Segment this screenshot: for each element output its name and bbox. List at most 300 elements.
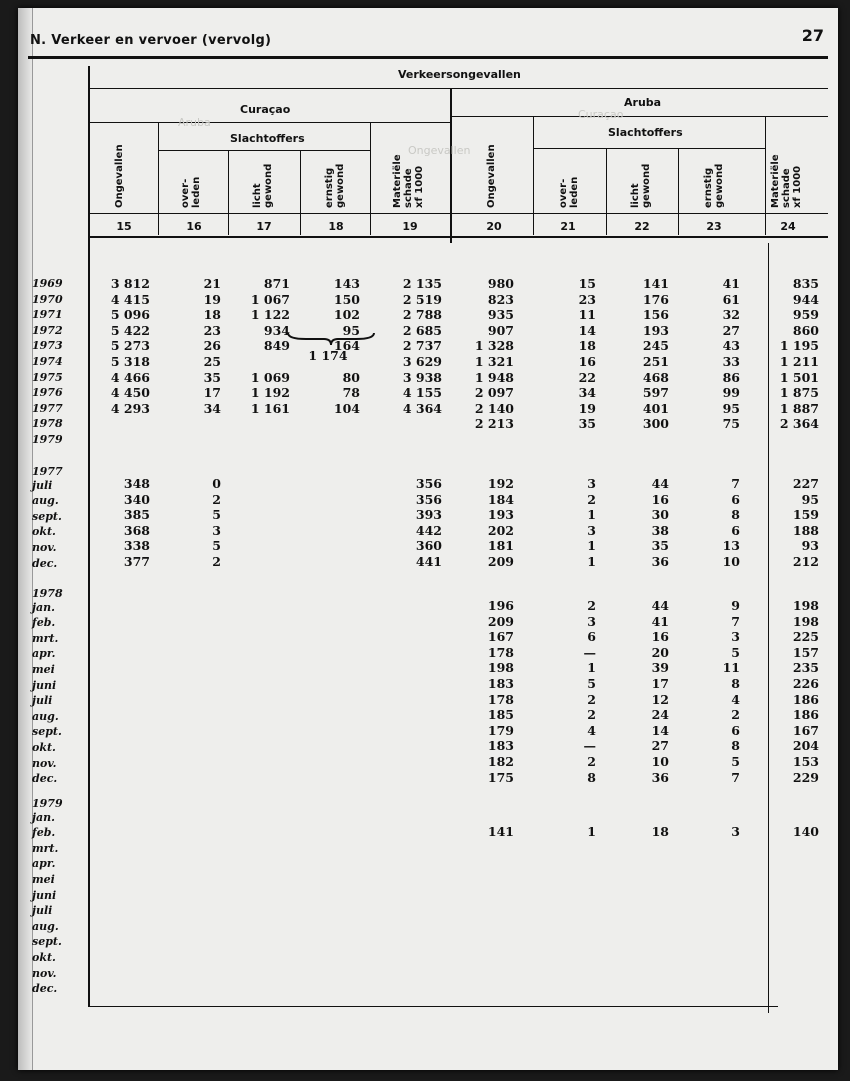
year-label: 1973 [32,339,63,353]
month-1978-cell: 183 [487,676,514,691]
month-1977-cell: 36 [651,554,669,569]
month-1978-cell: 2 [731,707,740,723]
merged-value-1974: 1 174 [308,348,348,363]
month-1978-cell: 44 [651,598,669,613]
month-1977-cell: 340 [123,491,150,507]
month-1977-cell: 193 [487,507,514,523]
col-sep [158,123,159,235]
annual-cell: 95 [342,322,360,338]
month-1978-cell: 16 [651,629,669,645]
header-overleden-curacao: over- leden [180,176,202,208]
month-1978-cell: 11 [722,660,740,676]
month-1978-cell: 6 [587,629,596,645]
annual-cell: 34 [203,400,221,416]
page-number: 27 [801,26,824,45]
header-ernstig-curacao: ernstig gewond [324,163,346,208]
header-ongevallen-curacao: Ongevallen [114,144,125,208]
col-number: 22 [634,220,650,233]
table-left-border [88,66,90,1006]
month-1978-cell: 20 [651,644,669,660]
month-1977-cell: 442 [415,522,442,538]
header-licht-curacao: licht gewond [252,163,274,208]
annual-cell: 18 [203,307,221,323]
month-1977-cell: 95 [801,491,819,507]
month-1977-cell: 356 [415,476,442,491]
header-schade-aruba: Materiële schade xf 1000 [770,154,803,208]
month-label: juli [32,904,53,918]
month-1978-cell: 226 [792,676,819,691]
month-1978-cell: 7 [731,769,740,785]
month-1977-cell: 338 [123,538,150,554]
show-through: Aruba [178,116,211,129]
month-1979-cell: 3 [731,824,740,839]
month-1978-cell: 178 [487,691,514,707]
month-label: apr. [32,647,56,661]
annual-cell: 25 [203,354,221,369]
annual-cell: 4 415 [110,291,150,307]
month-1978-cell: 182 [487,754,514,769]
annual-cell: 35 [203,369,221,385]
year-label: 1976 [32,386,63,400]
header-curacao: Curaçao [240,103,291,116]
annual-cell: 935 [487,307,514,323]
annual-cell: 1 069 [250,369,290,385]
month-1977-cell: 360 [415,538,442,554]
annual-cell: 1 192 [250,385,290,401]
annual-cell: 1 328 [474,338,514,354]
annual-cell: 5 096 [110,307,150,323]
annual-cell: 1 321 [474,354,514,369]
annual-cell: 61 [722,291,740,307]
header-verkeersongevallen: Verkeersongevallen [398,68,521,81]
month-1978-cell: 225 [792,629,819,645]
month-1977-cell: 377 [123,554,150,569]
month-label: mei [32,663,55,676]
annual-cell: 143 [333,276,360,291]
month-1978-cell: 8 [731,676,740,691]
show-through: Curaçao [578,108,624,121]
month-1978-cell: 186 [792,691,819,707]
month-1978-cell: 5 [731,644,740,660]
annual-cell: 959 [792,307,819,323]
col-number: 24 [780,220,796,233]
month-1978-cell: 1 [587,660,596,676]
annual-cell: 871 [263,276,290,291]
annual-cell: 4 466 [110,369,150,385]
month-1978-cell: 4 [731,691,740,707]
annual-cell: 17 [203,385,221,401]
col-number: 20 [486,220,502,233]
month-1977-cell: 7 [731,476,740,491]
month-1978-cell: 4 [587,722,596,738]
annual-cell: 156 [642,307,669,323]
month-1977-cell: 1 [587,507,596,523]
month-1978-cell: 198 [487,660,514,676]
annual-cell: 141 [642,276,669,291]
annual-cell: 2 519 [402,291,442,307]
annual-cell: 1 195 [779,338,819,354]
book-spine [18,8,33,1070]
year-label: 1975 [32,370,63,384]
annual-cell: 1 161 [250,400,290,416]
month-label: okt. [32,951,56,964]
col-number: 17 [256,220,272,233]
month-1978-cell: 178 [487,644,514,660]
month-1978-cell: 12 [651,691,669,707]
curacao-underline [90,122,450,123]
month-1978-cell: 179 [487,722,514,738]
document-page [18,8,838,1070]
annual-cell: 32 [722,307,740,323]
month-1978-cell: 204 [792,738,819,754]
col-number: 19 [402,220,418,233]
month-1977-cell: 3 [212,522,221,538]
merge-brace [286,331,376,347]
month-1978-cell: 175 [487,769,514,785]
month-label: nov. [32,756,57,770]
month-1977-cell: 356 [415,491,442,507]
month-1978-cell: 167 [792,722,819,738]
annual-cell: 597 [642,385,669,401]
month-1978-cell: 7 [731,613,740,629]
annual-cell: 104 [333,400,360,416]
month-1977-cell: 6 [731,491,740,507]
col-number: 18 [328,220,344,233]
month-1978-cell: 17 [651,676,669,691]
annual-cell: 80 [342,369,360,385]
month-label: sept. [32,509,62,523]
month-1977-cell: 3 [587,522,596,538]
annual-cell: 2 135 [402,276,442,291]
month-1977-cell: 348 [123,476,150,491]
annual-cell: 1 067 [250,291,290,307]
col-sep [765,117,766,235]
annual-cell: 1 501 [779,369,819,385]
month-label: sept. [32,935,62,949]
col-sep [300,151,301,235]
month-1977-cell: 35 [651,538,669,554]
annual-cell: 43 [722,338,740,354]
annual-cell: 1 122 [250,307,290,323]
annual-cell: 980 [487,276,514,291]
annual-cell: 300 [642,416,669,432]
month-1977-cell: 202 [487,522,514,538]
month-label: juni [32,678,57,692]
month-1978-cell: 24 [651,707,669,723]
annual-cell: 4 293 [110,400,150,416]
annual-cell: 5 273 [110,338,150,354]
month-1977-cell: 0 [212,476,221,491]
month-1977-cell: 3 [587,476,596,491]
month-1978-cell: 39 [651,660,669,676]
month-1977-cell: 368 [123,522,150,538]
header-bottom-rule [88,236,828,238]
annual-cell: 19 [203,291,221,307]
year-label: 1974 [32,355,63,368]
annual-cell: 4 155 [402,385,442,401]
title-rule [28,56,828,59]
annual-cell: 21 [203,276,221,291]
month-label: okt. [32,525,56,539]
annual-cell: 78 [342,385,360,401]
month-1977-cell: 212 [792,554,819,569]
show-through: Ongevallen [408,144,471,157]
month-1977-cell: 6 [731,522,740,538]
annual-cell: 150 [333,291,360,307]
annual-cell: 75 [722,416,740,432]
month-1978-cell: 235 [792,660,819,676]
month-1978-cell: 14 [651,722,669,738]
month-1977-cell: 8 [731,507,740,523]
month-1978-cell: 153 [792,754,819,769]
annual-cell: 860 [792,322,819,338]
month-label: mrt. [32,841,59,855]
annual-cell: 1 887 [779,400,819,416]
month-1977-cell: 5 [212,507,221,523]
annual-cell: 1 948 [474,369,514,385]
annual-cell: 2 685 [402,322,442,338]
annual-cell: 251 [642,354,669,369]
annual-cell: 18 [578,338,596,354]
year-label: 1971 [32,308,63,322]
month-1978-cell: 2 [587,754,596,769]
annual-cell: 4 450 [110,385,150,401]
month-1977-cell: 2 [587,491,596,507]
annual-cell: 164 [333,338,360,354]
month-1978-cell: 36 [651,769,669,785]
month-1977-cell: 184 [487,491,514,507]
annual-cell: 1 875 [779,385,819,401]
annual-cell: 26 [203,338,221,354]
page-title: N. Verkeer en vervoer (vervolg) [30,33,272,48]
month-1978-cell: 2 [587,691,596,707]
annual-cell: 35 [578,416,596,432]
annual-cell: 23 [203,322,221,338]
annual-cell: 5 422 [110,322,150,338]
annual-cell: 468 [642,369,669,385]
header-slachtoffers-aruba: Slachtoffers [608,126,683,139]
month-1977-cell: 209 [487,554,514,569]
annual-cell: 27 [722,322,740,338]
month-1977-cell: 16 [651,491,669,507]
month-1977-cell: 13 [722,538,740,554]
month-label: dec. [32,982,58,996]
month-label: mrt. [32,631,59,645]
annual-cell: 1 211 [779,354,819,369]
aruba-underline [452,116,828,117]
month-1977-cell: 188 [792,522,819,538]
month-1979-cell: 141 [487,824,514,839]
annual-cell: 22 [578,369,596,385]
month-1978-cell: 8 [731,738,740,754]
month-1978-cell: 209 [487,613,514,629]
month-label: okt. [32,741,56,754]
month-1978-cell: 5 [587,676,596,691]
col-number: 23 [706,220,722,233]
year-label: 1977 [32,401,63,415]
month-1978-cell: 10 [651,754,669,769]
year-label: 1978 [32,417,63,431]
month-label: apr. [32,857,56,871]
annual-cell: 2 140 [474,400,514,416]
annual-cell: 3 938 [402,369,442,385]
col-sep [533,117,534,235]
annual-cell: 23 [578,291,596,307]
year-label: 1969 [32,277,63,290]
month-1977-cell: 1 [587,554,596,569]
header-ernstig-aruba: ernstig gewond [703,163,725,208]
header-slachtoffers-curacao: Slachtoffers [230,132,305,145]
annual-cell: 2 364 [779,416,819,432]
annual-cell: 14 [578,322,596,338]
annual-cell: 2 213 [474,416,514,432]
annual-cell: 99 [722,385,740,401]
annual-cell: 944 [792,291,819,307]
month-label: jan. [32,600,55,614]
month-1978-cell: 2 [587,598,596,613]
month-1978-cell: 5 [731,754,740,769]
annual-cell: 823 [487,291,514,307]
year-label: 1978 [32,587,63,600]
year-label: 1972 [32,323,63,337]
month-1978-cell: 3 [731,629,740,645]
month-1978-cell: 186 [792,707,819,723]
annual-cell: 934 [263,322,290,338]
month-1978-cell: — [583,644,596,660]
year-label: 1979 [32,433,63,446]
month-1979-cell: 140 [792,824,819,839]
month-1977-cell: 2 [212,554,221,569]
month-1977-cell: 159 [792,507,819,523]
month-label: sept. [32,725,62,739]
month-1977-cell: 10 [722,554,740,569]
month-1978-cell: 41 [651,613,669,629]
month-label: jan. [32,810,55,824]
annual-cell: 15 [578,276,596,291]
month-1977-cell: 393 [415,507,442,523]
month-label: aug. [32,709,59,723]
month-1977-cell: 38 [651,522,669,538]
annual-cell: 176 [642,291,669,307]
month-label: juni [32,888,57,902]
month-label: dec. [32,556,58,570]
month-1978-cell: 3 [587,613,596,629]
month-label: dec. [32,772,58,786]
annual-cell: 193 [642,322,669,338]
month-1978-cell: 6 [731,722,740,738]
month-1978-cell: 167 [487,629,514,645]
month-label: aug. [32,919,59,933]
month-label: nov. [32,541,57,554]
year-label: 1977 [32,465,63,478]
month-1977-cell: 192 [487,476,514,491]
annual-cell: 2 788 [402,307,442,323]
month-1979-cell: 1 [587,824,596,839]
month-1977-cell: 93 [801,538,819,554]
month-1977-cell: 385 [123,507,150,523]
annual-cell: 33 [722,354,740,369]
annual-cell: 835 [792,276,819,291]
month-1978-cell: 183 [487,738,514,754]
month-1977-cell: 1 [587,538,596,554]
annual-cell: 3 812 [110,276,150,291]
annual-cell: 16 [578,354,596,369]
header-ongevallen-aruba: Ongevallen [486,144,497,208]
annual-cell: 41 [722,276,740,291]
col-number: 15 [116,220,132,233]
col-sep [228,151,229,235]
annual-cell: 34 [578,385,596,401]
col-sep [678,149,679,235]
annual-cell: 95 [722,400,740,416]
annual-cell: 19 [578,400,596,416]
month-1978-cell: 196 [487,598,514,613]
table-bottom-rule [88,1006,778,1007]
col-sep [370,123,371,235]
month-label: juli [32,694,53,708]
month-label: mei [32,873,55,886]
month-label: aug. [32,494,59,508]
slacht-c-underline [158,150,370,151]
annual-cell: 4 364 [402,400,442,416]
month-1977-cell: 44 [651,476,669,491]
annual-cell: 3 629 [402,354,442,369]
annual-cell: 401 [642,400,669,416]
header-aruba: Aruba [624,96,662,109]
month-1977-cell: 30 [651,507,669,523]
month-label: juli [32,478,53,492]
month-1978-cell: 198 [792,598,819,613]
month-1977-cell: 441 [415,554,442,569]
section-divider [450,88,452,243]
slacht-a-underline [533,148,765,149]
annual-cell: 5 318 [110,354,150,369]
annual-cell: 2 737 [402,338,442,354]
annual-cell: 245 [642,338,669,354]
annual-cell: 2 097 [474,385,514,401]
month-1978-cell: 8 [587,769,596,785]
month-label: feb. [32,616,56,630]
month-1978-cell: — [583,738,596,754]
header-overleden-aruba: over- leden [558,176,580,208]
month-1977-cell: 181 [487,538,514,554]
annual-cell: 907 [487,322,514,338]
year-label: 1979 [32,797,63,810]
verkeer-underline [90,88,828,89]
col-sep [606,149,607,235]
col-number: 21 [560,220,576,233]
annual-cell: 102 [333,307,360,323]
year-label: 1970 [32,292,63,306]
month-1978-cell: 2 [587,707,596,723]
month-1977-cell: 5 [212,538,221,554]
col-number: 16 [186,220,202,233]
numbers-top-rule [90,213,828,214]
month-label: feb. [32,826,56,840]
month-1978-cell: 27 [651,738,669,754]
annual-cell: 849 [263,338,290,354]
month-label: nov. [32,966,57,980]
header-schade-curacao: Materiële schade xf 1000 [392,154,425,208]
month-1977-cell: 2 [212,491,221,507]
month-1978-cell: 229 [792,769,819,785]
header-licht-aruba: licht gewond [630,163,652,208]
annual-cell: 11 [578,307,596,323]
month-1979-cell: 18 [651,824,669,839]
month-1977-cell: 227 [792,476,819,491]
month-1978-cell: 9 [731,598,740,613]
month-1978-cell: 185 [487,707,514,723]
